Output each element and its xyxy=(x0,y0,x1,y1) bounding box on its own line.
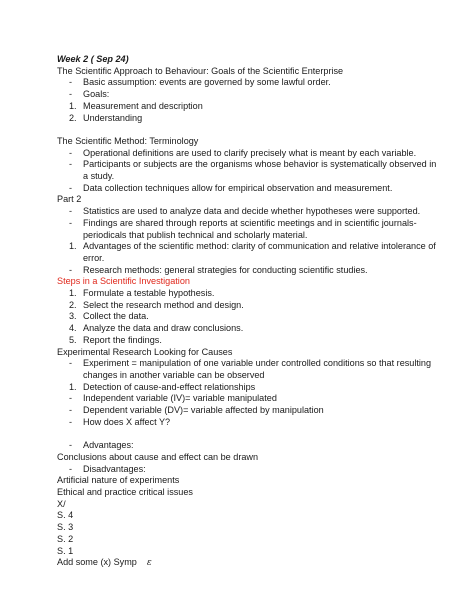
list-item-text: Dependent variable (DV)= variable affected by manipulation xyxy=(83,405,324,416)
list-item xyxy=(57,183,437,195)
list-item xyxy=(57,300,437,312)
list-item xyxy=(57,159,437,182)
list-item-text: Participants or subjects are the organisms whose behavior is systematically observed in a study. xyxy=(83,159,437,182)
list-marker: 5. xyxy=(69,334,77,345)
x-line: X/ xyxy=(57,498,66,509)
list-item xyxy=(57,288,437,300)
list-item xyxy=(57,206,437,218)
s-line-1: S. 1 xyxy=(57,545,74,556)
list-marker: - xyxy=(69,416,73,427)
list-item xyxy=(57,113,437,125)
list-item xyxy=(57,405,437,417)
section-heading-experimental: Experimental Research Looking for Causes xyxy=(57,346,233,357)
list-experimental xyxy=(57,358,437,428)
section-heading-goals: The Scientific Approach to Behaviour: Goals of the Scientific Enterprise xyxy=(57,65,344,76)
list-item xyxy=(57,393,437,405)
list-item-text: Goals: xyxy=(83,89,110,100)
list-marker: - xyxy=(69,182,73,193)
list-marker: - xyxy=(69,89,73,100)
page-title: Week 2 ( Sep 24) xyxy=(57,54,129,64)
list-marker: 1. xyxy=(69,241,77,252)
list-item-text: Independent variable (IV)= variable manipulated xyxy=(83,393,277,404)
s-line-3: S. 3 xyxy=(57,522,74,533)
disadvantages-label: Disadvantages: xyxy=(83,463,146,474)
list-item xyxy=(57,101,437,113)
last-line xyxy=(57,557,437,570)
list-item-text: Experiment = manipulation of one variable under controlled conditions so that resulting changes in another variable can be observed xyxy=(83,358,432,380)
list-item xyxy=(57,265,437,277)
list-marker: 4. xyxy=(69,323,77,334)
list-item xyxy=(57,382,437,394)
list-marker: 1. xyxy=(69,288,77,299)
list-marker: - xyxy=(69,77,73,88)
advantages-text: Conclusions about cause and effect can be drawn xyxy=(57,451,259,462)
s-line-2: S. 2 xyxy=(57,533,74,544)
list-item xyxy=(57,311,437,323)
list-item xyxy=(57,218,437,241)
list-item xyxy=(57,323,437,335)
list-steps xyxy=(57,288,437,347)
list-goals xyxy=(57,77,437,124)
list-item xyxy=(57,241,437,264)
list-item-text: How does X affect Y? xyxy=(83,416,171,427)
list-marker: - xyxy=(69,405,73,416)
spacer xyxy=(57,428,437,440)
list-item-text: Report the findings. xyxy=(83,334,162,345)
list-item-text: Data collection techniques allow for empirical observation and measurement. xyxy=(83,182,393,193)
list-item-text: Findings are shared through reports at scientific meetings and in scientific journals-periodicals that publish technical and scholarly material. xyxy=(83,217,417,240)
list-marker: 2. xyxy=(69,112,77,123)
epsilon-symbol: ε xyxy=(146,558,152,569)
list-marker: - xyxy=(69,264,73,275)
list-marker: 1. xyxy=(69,100,77,111)
list-marker: - xyxy=(69,463,73,474)
list-item-text: Operational definitions are used to clarify precisely what is meant by each variable. xyxy=(83,147,417,158)
section-heading-part2: Part 2 xyxy=(57,194,82,205)
list-terminology xyxy=(57,148,437,195)
list-item-text: Research methods: general strategies for conducting scientific studies. xyxy=(83,264,368,275)
list-item xyxy=(57,335,437,347)
list-item xyxy=(57,358,437,381)
s-line-4: S. 4 xyxy=(57,510,74,521)
list-item xyxy=(57,89,437,101)
list-marker: - xyxy=(69,217,73,228)
list-item-text: Analyze the data and draw conclusions. xyxy=(83,323,244,334)
last-line-text: Add some (x) Symp xyxy=(57,557,137,568)
list-marker: - xyxy=(69,393,73,404)
list-part2 xyxy=(57,206,437,276)
list-marker: 1. xyxy=(69,381,77,392)
disadvantage-line-1: Artificial nature of experiments xyxy=(57,475,180,486)
advantages-label: Advantages: xyxy=(83,440,134,451)
list-marker: 2. xyxy=(69,299,77,310)
spacer xyxy=(57,124,437,136)
list-item-text: Formulate a testable hypothesis. xyxy=(83,288,215,299)
list-item xyxy=(57,148,437,160)
list-item xyxy=(57,77,437,89)
list-item-advantages xyxy=(57,440,437,452)
list-item-text: Statistics are used to analyze data and decide whether hypotheses were supported. xyxy=(83,206,421,217)
list-item-text: Select the research method and design. xyxy=(83,299,244,310)
list-marker: - xyxy=(69,206,73,217)
disadvantage-line-2: Ethical and practice critical issues xyxy=(57,486,193,497)
list-marker: - xyxy=(69,440,73,451)
section-heading-terminology: The Scientific Method: Terminology xyxy=(57,135,199,146)
list-item-text: Basic assumption: events are governed by some lawful order. xyxy=(83,77,331,88)
list-item-disadvantages xyxy=(57,464,437,476)
section-heading-steps: Steps in a Scientific Investigation xyxy=(57,276,190,287)
list-marker: - xyxy=(69,358,73,369)
list-marker: - xyxy=(69,147,73,158)
notes-body xyxy=(57,54,437,570)
list-item xyxy=(57,417,437,429)
list-item-text: Measurement and description xyxy=(83,100,203,111)
list-marker: - xyxy=(69,159,73,170)
list-item-text: Detection of cause-and-effect relationships xyxy=(83,381,256,392)
list-item-text: Understanding xyxy=(83,112,143,123)
list-item-text: Advantages of the scientific method: clarity of communication and relative intolerance of error. xyxy=(83,241,436,263)
list-item-text: Collect the data. xyxy=(83,311,149,322)
list-marker: 3. xyxy=(69,311,77,322)
